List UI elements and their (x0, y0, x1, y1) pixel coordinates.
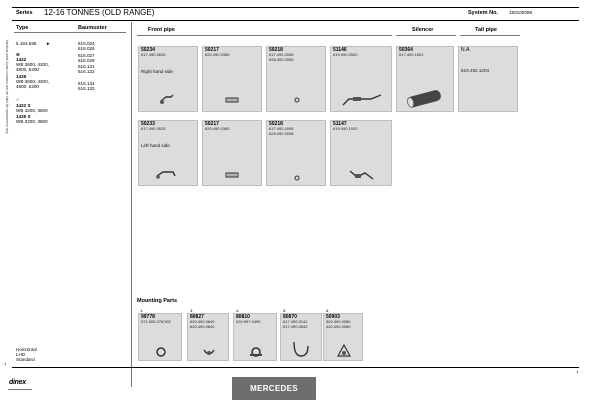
front-pipe-left-icon (155, 168, 177, 180)
type-header: Type (16, 25, 29, 31)
part-ref: 617.490.0625 (141, 126, 166, 131)
part-ref: 620.490.0365 (205, 126, 230, 131)
mount-code: 99778 (141, 314, 155, 320)
side-note: Left hand side (141, 143, 170, 148)
part-code: 50233 (141, 121, 155, 127)
dinex-logo (9, 379, 26, 386)
bracket-icon (202, 346, 216, 358)
part-ref: 619.490.1920 (333, 126, 358, 131)
header-rule (12, 20, 579, 21)
silencer-icon (403, 87, 447, 109)
brand-banner: MERCEDES (232, 377, 316, 400)
mount-code: 80870 (283, 314, 297, 320)
part-code: 50217 (205, 47, 219, 53)
model-logo-2: ♂ (16, 97, 20, 102)
baumuster-4: 616.028 (78, 58, 95, 63)
part-box-50218-b[interactable] (266, 120, 326, 186)
baumuster-6: 616.122 (78, 69, 95, 74)
vertical-note: Identical parts & part numbers are not valid for replacement only (5, 40, 9, 134)
model-entry-1-wb: WB 3600, 4200, (16, 62, 49, 67)
mounting-parts-header: Mounting Parts (137, 298, 178, 304)
mount-box-80870[interactable] (280, 313, 322, 361)
part-code: 50234 (141, 47, 155, 53)
mount-box-80827[interactable] (187, 313, 229, 361)
mount-code: 80810 (236, 314, 250, 320)
baumuster-5: 616.121 (78, 64, 95, 69)
part-box-51147[interactable] (330, 120, 392, 186)
part-box-50217[interactable] (202, 46, 262, 112)
part-box-50218[interactable] (266, 46, 326, 112)
clamp-icon (293, 97, 301, 103)
mount-code: 80827 (190, 314, 204, 320)
front-pipe-right-icon (159, 93, 175, 105)
part-box-51146[interactable] (330, 46, 392, 112)
part-ref-1: 617.492.0008 (269, 52, 294, 57)
mount-box-50903[interactable] (323, 313, 363, 361)
gasket-icon (155, 346, 167, 358)
baumuster-3: 616.027 (78, 53, 95, 58)
page-number-right: 1 (576, 369, 579, 374)
part-ref: 619.492.1204 (461, 68, 490, 73)
model-entry-3-wb: WB 3200, 3600 (16, 108, 48, 113)
part-code: 50217 (205, 121, 219, 127)
mount-ref-2: 442.492.0080 (326, 323, 351, 329)
side-note: Right hand side (141, 69, 173, 74)
mount-ref: 971.555.078.502 (141, 319, 172, 324)
mount-ref: 620.997.0490 (236, 319, 261, 324)
series-label: Series (16, 10, 33, 16)
baumuster-header: Baumuster (78, 25, 107, 31)
baumuster-1: 616.024 (78, 41, 95, 46)
model-code: 5.193.595 (16, 41, 37, 46)
front-pipe-header: Front pipe (148, 27, 175, 33)
model-entry-2-wb2: 4800, 5200 (16, 84, 39, 89)
mount-ref-1: 617.490.0142 (283, 319, 308, 324)
part-code: 50364 (399, 47, 413, 53)
drive-label: LHD (16, 352, 26, 357)
silencer-header: Silencer (412, 27, 434, 33)
model-entry-1-wb2: 4800, 5200 (16, 67, 39, 72)
page-number: 1 (4, 361, 7, 366)
flange-icon (337, 344, 351, 358)
part-box-50364[interactable] (396, 46, 454, 112)
hanger-icon (291, 340, 311, 358)
mount-num-6: 6. (326, 308, 330, 313)
clamp-icon (293, 175, 301, 181)
mount-box-80810[interactable] (233, 313, 277, 361)
footer-rule (12, 367, 579, 368)
mount-ref-2: 620.490.0840 (190, 323, 215, 329)
mount-num-5: 5. (283, 308, 287, 313)
part-code: 50218 (269, 121, 283, 127)
tail-pipe-rule (460, 35, 520, 36)
flex-pipe-icon (225, 95, 239, 105)
model-entry-2-title: 1425 (16, 74, 27, 79)
part-code: 50218 (269, 47, 283, 53)
mount-num-3: 3. (190, 308, 194, 313)
part-code: N.A. (461, 47, 471, 53)
model-entry-3-title: 1422 S (16, 103, 31, 108)
tail-pipe-header: Tail pipe (475, 27, 497, 33)
baumuster-7: 616.131 (78, 81, 95, 86)
part-box-50217-b[interactable] (202, 120, 262, 186)
baumuster-2: 616.026 (78, 46, 95, 51)
flex-pipe-icon (225, 170, 239, 180)
orientation-label: Horizontal (16, 347, 37, 352)
system-label: System No. (468, 10, 498, 16)
part-ref-1: 617.492.0008 (269, 126, 294, 131)
part-box-tail-na[interactable] (458, 46, 518, 112)
band-clamp-icon (248, 346, 264, 358)
model-entry-4-wb: WB 3200, 3600 (16, 119, 48, 124)
mount-num-4: 4. (236, 308, 240, 313)
mount-ref-1: 302.490.0080 (326, 319, 351, 324)
version-label: Standard (16, 357, 35, 362)
system-number: 150100098 (509, 10, 532, 15)
part-ref-2: 628.492.0008 (269, 56, 294, 62)
logo-underline (8, 389, 32, 390)
part-code: 51146 (333, 47, 347, 53)
model-entry-2-wb: WB 3600, 4200, (16, 79, 49, 84)
mount-box-99778[interactable] (138, 313, 182, 361)
series-title: 12-16 TONNES (OLD RANGE) (44, 8, 155, 17)
baumuster-8: 616.132 (78, 86, 95, 91)
silencer-rule (396, 35, 456, 36)
part-code: 51147 (333, 121, 347, 127)
mount-ref-2: 617.490.0542 (283, 323, 308, 329)
model-entry-1-title: 1422 (16, 57, 27, 62)
bent-pipe-icon (347, 165, 377, 183)
part-ref: 617.490.0625 (141, 52, 166, 57)
part-ref: 620.490.0365 (205, 52, 230, 57)
mount-ref-1: 620.492.0840 (190, 319, 215, 324)
model-logo-1: ≋ (16, 52, 20, 57)
column-divider (131, 22, 132, 387)
front-pipe-rule (137, 35, 392, 36)
mount-code: 50903 (326, 314, 340, 320)
long-pipe-icon (341, 91, 385, 109)
part-box-50234[interactable] (138, 46, 198, 112)
type-rule (14, 32, 126, 33)
part-box-50233[interactable] (138, 120, 198, 186)
truck-icon: ► (46, 41, 51, 46)
dinex-logo-text: dinex (9, 379, 26, 386)
part-ref-2: 628.492.0008 (269, 130, 294, 136)
mount-num-1: 1. (140, 308, 144, 313)
part-ref: 619.490.2520 (333, 52, 358, 57)
model-entry-4-title: 1425 S (16, 114, 31, 119)
part-ref: 617.490.1601 (399, 52, 424, 57)
